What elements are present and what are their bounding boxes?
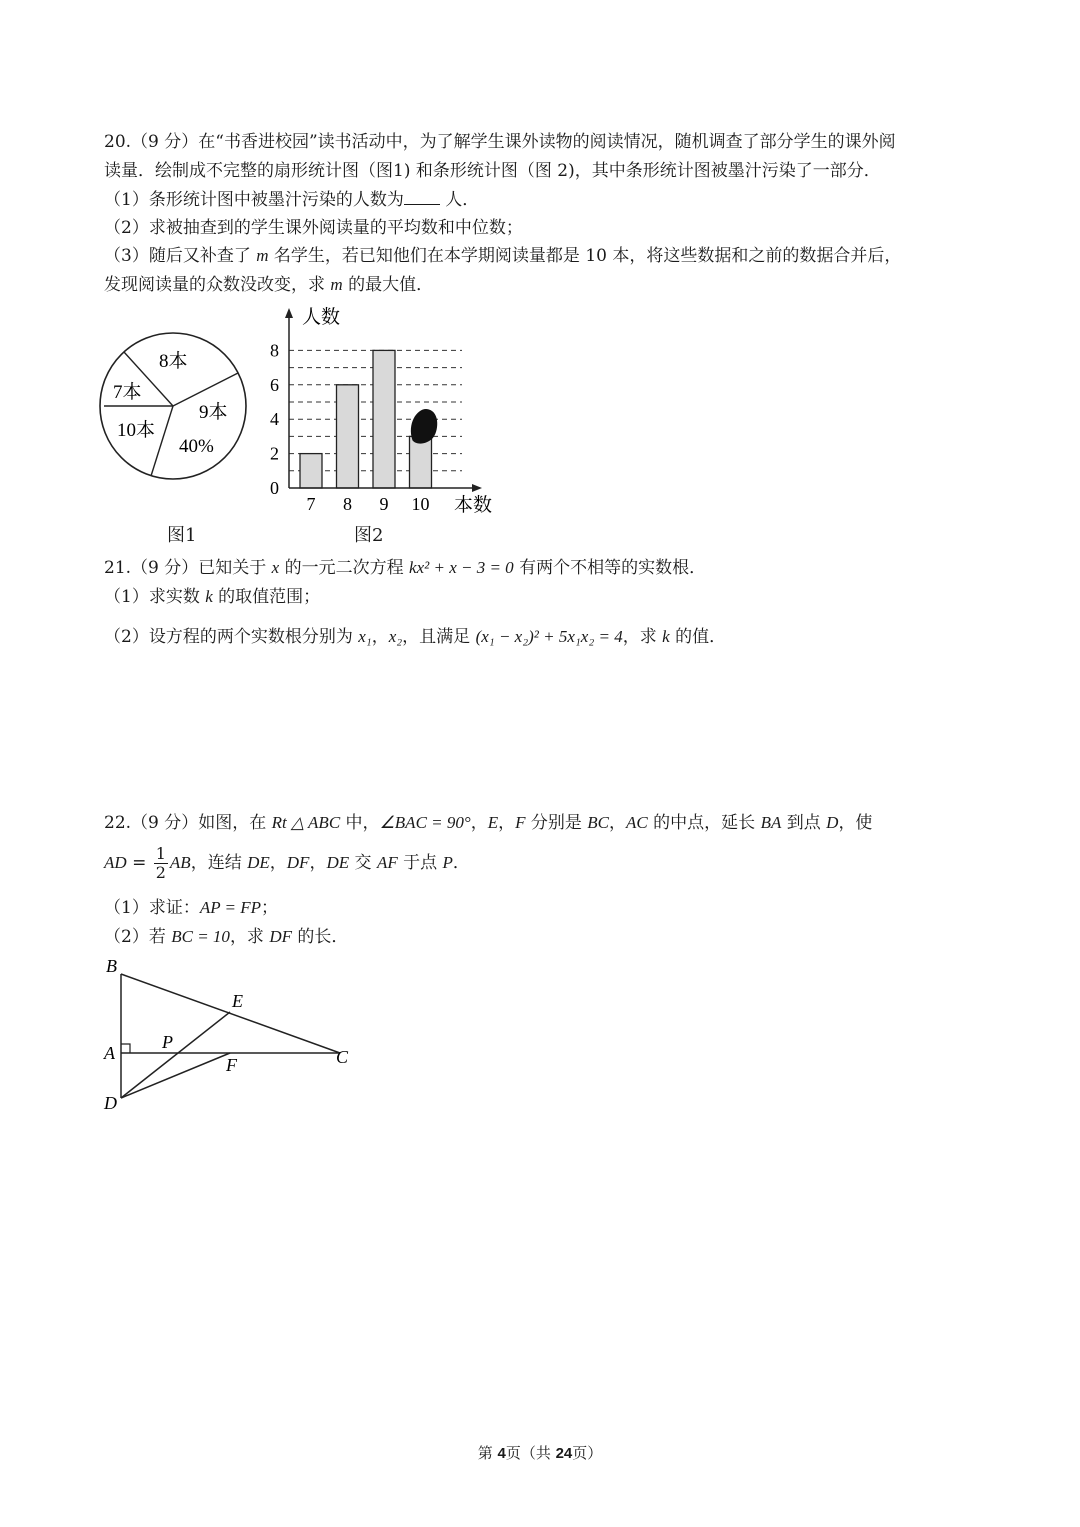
- quadratic-equation: kx² + x − 3 = 0: [409, 558, 514, 577]
- fig2-caption: 图2: [354, 525, 384, 546]
- label-p: P: [162, 1032, 173, 1052]
- q22-text-d: ，: [498, 813, 516, 833]
- segment-df-line: [121, 1053, 230, 1098]
- q20-stem-line2: 读量．绘制成不完整的扇形统计图（图1) 和条形统计图（图 2)，其中条形统计图被墨汁污染了一部分．: [104, 161, 881, 181]
- x-axis-label: 本数: [454, 495, 493, 516]
- q21-part1-text-b: 的取值范围；: [212, 587, 321, 607]
- q21-text-b: 的一元二次方程: [279, 558, 410, 578]
- q22-text-k: ，: [269, 853, 287, 873]
- y-tick-label: 4: [270, 409, 279, 430]
- segment-ab: AB: [169, 853, 191, 872]
- q22-part1-text-b: ；: [261, 898, 279, 918]
- q20-stem-line1: 20.（9 分）在“书香进校园”读书活动中，为了解学生课外读物的阅读情况，随机调查了部分学生的课外阅: [104, 132, 896, 152]
- q21-part2-text-d: 的值．: [669, 627, 727, 647]
- q22-part2-text-d: 的长．: [292, 927, 349, 947]
- segment-de: DE: [326, 853, 350, 872]
- equation-bc: BC = 10: [171, 927, 230, 946]
- point-p: P: [442, 853, 453, 872]
- q21-stem: [104, 556, 706, 580]
- label-a: A: [104, 1043, 115, 1063]
- right-angle-mark: [121, 1044, 130, 1053]
- q21-part2: [104, 625, 726, 649]
- page-number: 4: [497, 1445, 506, 1462]
- var-k: k: [662, 627, 670, 646]
- fraction-denominator: 2: [155, 863, 166, 882]
- root-condition: (x₁ − x₂)² + 5x₁x₂ = 4: [475, 627, 623, 646]
- q20-part3-text-a: （3）随后又补查了: [104, 246, 257, 266]
- q20-part3-text-d: 的最大值．: [342, 275, 434, 295]
- x-axis-arrow: [472, 484, 482, 492]
- y-tick-label: 8: [270, 340, 279, 361]
- x-tick-label: 10: [411, 494, 430, 514]
- q20-part3-line2: [104, 273, 433, 297]
- q22-part2-text-b: ，求: [229, 927, 270, 947]
- equals-sign: =: [126, 853, 152, 873]
- var-x: x: [271, 558, 280, 577]
- q22-text-b: 中，: [340, 813, 380, 833]
- q21-part1-text-a: （1）求实数: [104, 587, 206, 607]
- q22-text-c: ，: [470, 813, 488, 833]
- label-c: C: [336, 1047, 349, 1067]
- var-m: m: [330, 275, 343, 294]
- segment-de: DE: [247, 853, 270, 872]
- footer-text-c: 页）: [572, 1444, 603, 1462]
- fig1-caption: 图1: [167, 525, 197, 546]
- segment-de-line: [121, 1012, 230, 1098]
- point-f: F: [515, 813, 526, 832]
- point-e: E: [487, 813, 499, 832]
- label-d: D: [104, 1093, 117, 1113]
- q21-part2-text-c: ，求: [622, 627, 663, 647]
- x-tick-label: 7: [306, 494, 316, 514]
- q20-part2: （2）求被抽查到的学生课外阅读量的平均数和中位数；: [104, 218, 523, 238]
- var-x1: x₁: [358, 627, 372, 646]
- total-pages: 24: [555, 1445, 573, 1462]
- segment-ad: AD: [104, 853, 127, 872]
- y-axis-label: 人数: [302, 307, 341, 328]
- fraction-numerator: 1: [155, 844, 166, 863]
- q22-part2: [104, 925, 348, 949]
- pie-label-9: 9本: [199, 402, 228, 423]
- footer-text-a: 第: [477, 1444, 498, 1462]
- page-footer: [0, 1442, 1080, 1463]
- separator: ，: [371, 627, 389, 647]
- pie-divider: [151, 406, 173, 476]
- q22-text-m: 交: [349, 853, 377, 873]
- var-k: k: [205, 587, 213, 606]
- angle-bac: ∠BAC = 90°: [379, 813, 471, 832]
- q20-part3-line1: [104, 244, 901, 268]
- fraction-one-half: [154, 845, 168, 882]
- q20-part1: [104, 188, 479, 212]
- point-d: D: [826, 813, 839, 832]
- q22-text-l: ，: [309, 853, 327, 873]
- q21-part1: [104, 585, 320, 609]
- segment-df: DF: [286, 853, 310, 872]
- pie-label-percent: 40%: [179, 436, 214, 457]
- bar-10: [410, 436, 432, 488]
- y-axis-arrow: [285, 308, 293, 318]
- bar-9: [373, 350, 395, 488]
- q21-text-c: 有两个不相等的实数根．: [513, 558, 707, 578]
- bar-8: [337, 385, 359, 488]
- q22-part1: [104, 896, 278, 920]
- q21-part2-text-b: ，且满足: [402, 627, 476, 647]
- y-tick-label: 0: [270, 478, 279, 498]
- segment-ba: BA: [760, 813, 782, 832]
- y-tick-label: 6: [270, 374, 279, 395]
- label-e: E: [232, 991, 243, 1011]
- var-m: m: [256, 246, 269, 265]
- equation-ap-fp: AP = FP: [199, 898, 262, 917]
- bar-7: [300, 454, 322, 488]
- q22-text-f: ，: [609, 813, 627, 833]
- triangle-figure: [95, 952, 365, 1117]
- pie-label-7: 7本: [113, 382, 142, 403]
- pie-label-8: 8本: [159, 351, 188, 372]
- q22-text-g: 的中点，延长: [647, 813, 761, 833]
- q20-part3-text-b: 名学生，若已知他们在本学期阅读量都是 10 本，将这些数据和之前的数据合并后，: [268, 246, 902, 266]
- y-tick-label: 2: [270, 443, 279, 464]
- q22-stem-line2: [104, 842, 470, 884]
- q22-text-n: 于点: [397, 853, 443, 873]
- q22-text-j: ，连结: [190, 853, 248, 873]
- ink-blot: [411, 409, 437, 444]
- segment-bc: BC: [587, 813, 610, 832]
- label-b: B: [106, 956, 117, 976]
- q22-stem-line1: [104, 811, 872, 835]
- pie-chart-figure: [95, 320, 265, 500]
- x-tick-label: 9: [379, 494, 389, 514]
- answer-blank: [404, 188, 440, 205]
- q20-part3-text-c: 发现阅读量的众数没改变，求: [104, 275, 331, 295]
- q22-part2-text-a: （2）若: [104, 927, 172, 947]
- segment-df: DF: [269, 927, 293, 946]
- segment-bc-line: [121, 974, 340, 1053]
- segment-ac: AC: [626, 813, 648, 832]
- x-tick-label: 8: [343, 494, 352, 514]
- q22-text-i: ，使: [838, 813, 873, 833]
- q22-text-o: ．: [452, 853, 470, 873]
- bar-chart-figure: [262, 300, 502, 520]
- q21-text-a: 21.（9 分）已知关于: [104, 558, 272, 578]
- footer-text-b: 页（共: [505, 1444, 556, 1462]
- q20-part1-text: （1）条形统计图中被墨汁污染的人数为: [104, 190, 404, 210]
- q20-part1-unit: 人．: [439, 190, 480, 210]
- q22-text-a: 22.（9 分）如图，在: [104, 813, 272, 833]
- label-f: F: [226, 1055, 237, 1075]
- triangle-abc: Rt △ ABC: [271, 813, 341, 832]
- q22-part1-text-a: （1）求证：: [104, 898, 200, 918]
- q21-part2-text-a: （2）设方程的两个实数根分别为: [104, 627, 359, 647]
- q22-text-h: 到点: [781, 813, 827, 833]
- pie-label-10: 10本: [117, 420, 156, 441]
- q22-text-e: 分别是: [525, 813, 588, 833]
- segment-af: AF: [376, 853, 398, 872]
- var-x2: x₂: [388, 627, 403, 646]
